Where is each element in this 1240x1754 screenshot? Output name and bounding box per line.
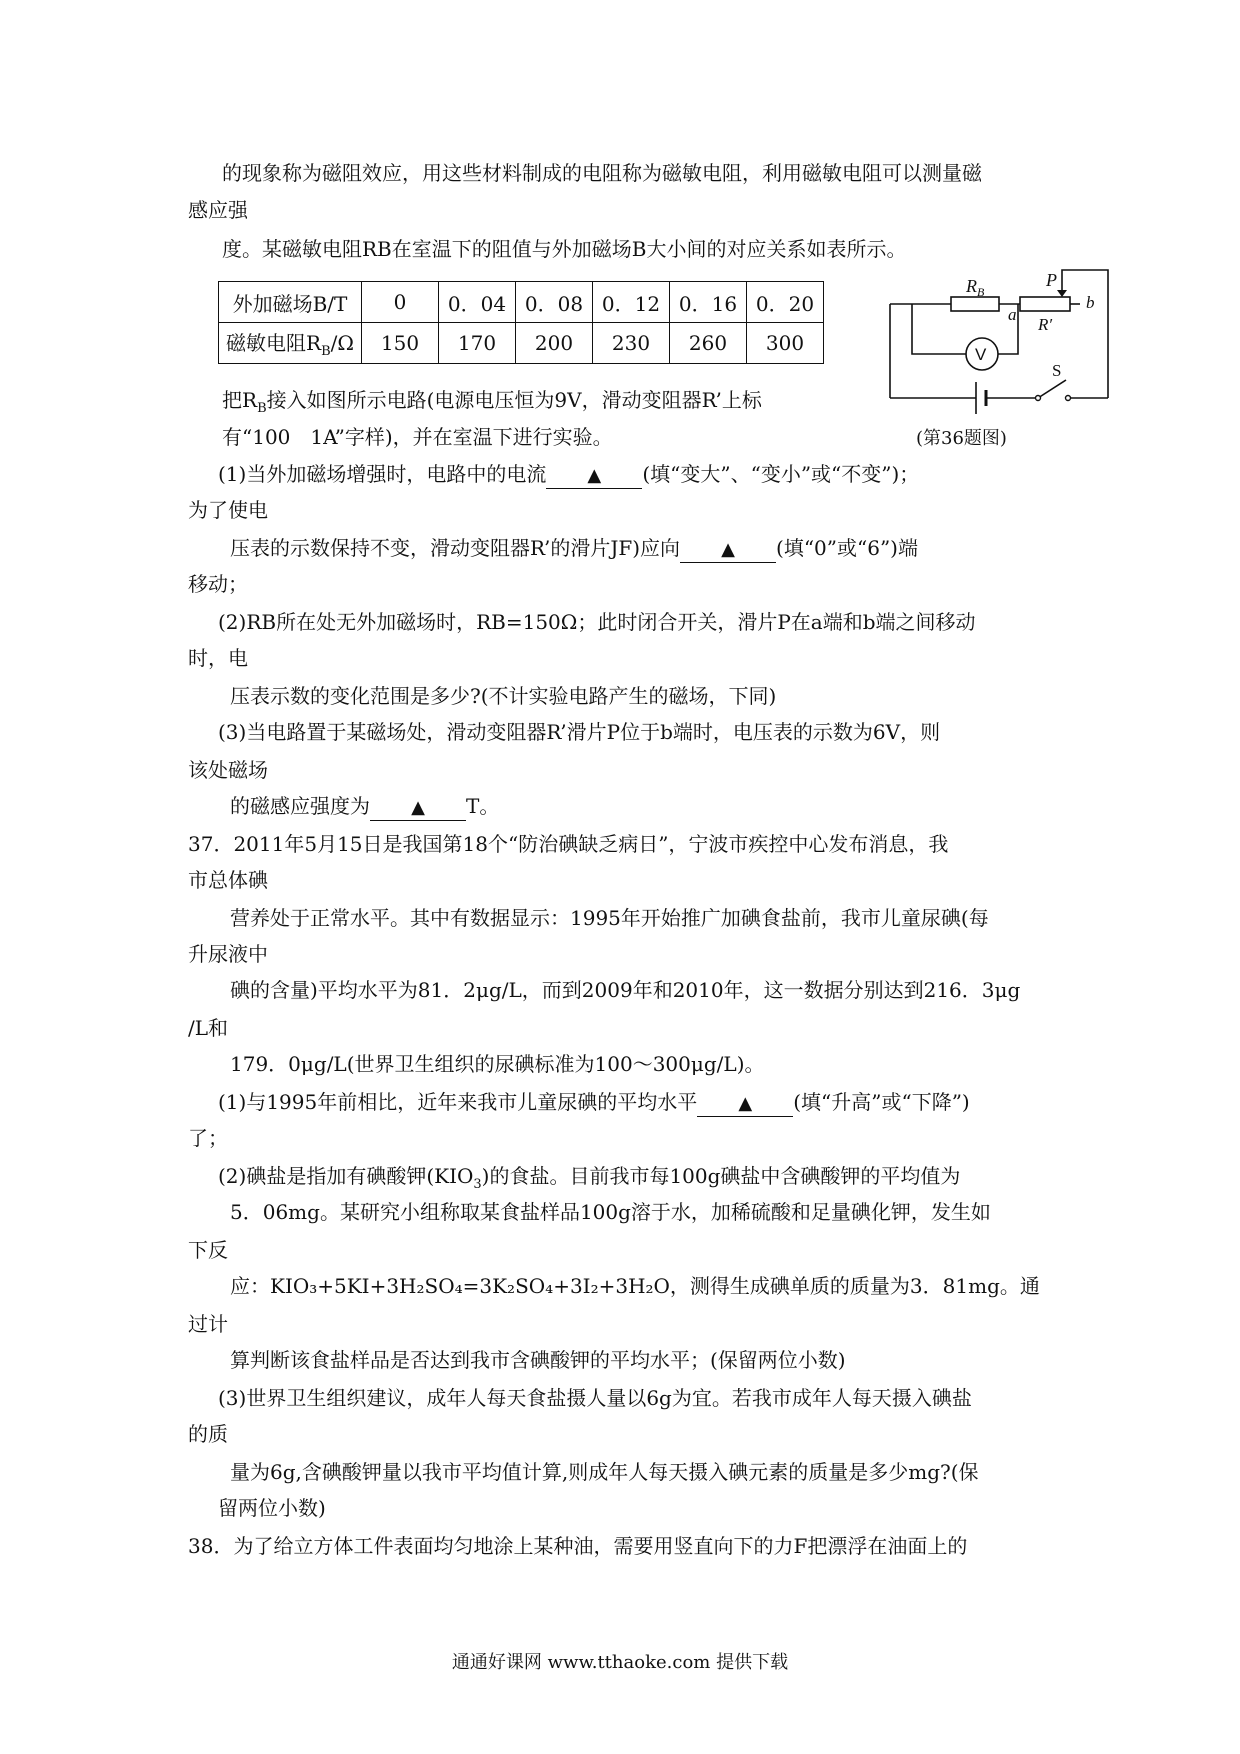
- answer-blank: ▲: [546, 464, 642, 489]
- table-cell: 0．20: [747, 282, 824, 323]
- q37-sub1-line-2: 了；: [188, 1126, 228, 1150]
- q36-text-1: 把$R_B$接入如图所示电路(电源电压恒为9V，滑动变阻器R’上标: [222, 388, 762, 416]
- s-label: S: [1052, 361, 1062, 380]
- table-cell: 0．12: [593, 282, 670, 323]
- answer-blank: ▲: [680, 538, 776, 563]
- q37-line-4: 升尿液中: [188, 942, 268, 966]
- q37-sub3-line-3: 量为6g,含碘酸钾量以我市平均值计算,则成年人每天摄入碘元素的质量是多少mg?(保: [230, 1460, 979, 1484]
- switch-icon: [1038, 380, 1066, 398]
- table-cell: 300: [747, 323, 824, 364]
- table-cell: 200: [516, 323, 593, 364]
- table-cell: 150: [362, 323, 439, 364]
- q36-sub2-line-1: (2)RB所在处无外加磁场时，RB=150Ω；此时闭合开关，滑片P在a端和b端之间移动: [218, 610, 976, 634]
- q37-sub3-line-1: (3)世界卫生组织建议，成年人每天食盐摄人量以6g为宜。若我市成年人每天摄入碘盐: [218, 1386, 972, 1410]
- q36-sub1-line-4: 移动；: [188, 572, 248, 596]
- page-footer: 通通好课网 www.tthaoke.com 提供下载: [451, 1652, 789, 1673]
- b-label: b: [1086, 293, 1095, 312]
- answer-blank: ▲: [697, 1092, 793, 1117]
- table-cell: 170: [439, 323, 516, 364]
- q37-line-7: 179．0μg/L(世界卫生组织的尿碘标准为100～300μg/L)。: [230, 1052, 765, 1076]
- q36-sub3-line-2: 该处磁场: [188, 758, 268, 782]
- table-cell: 0．04: [439, 282, 516, 323]
- q37-sub3-line-4: 留两位小数): [218, 1496, 326, 1520]
- intro-line-1: 的现象称为磁阻效应，用这些材料制成的电阻称为磁敏电阻，利用磁敏电阻可以测量磁: [222, 161, 982, 185]
- table-row: [219, 282, 824, 323]
- q36-sub2-line-3: 压表示数的变化范围是多少?(不计实验电路产生的磁场，下同): [230, 684, 777, 708]
- q38-line-1: 38．为了给立方体工件表面均匀地涂上某种油，需要用竖直向下的力F把漂浮在油面上的: [188, 1534, 968, 1558]
- circuit-diagram: [888, 262, 1118, 452]
- table-header-field: 外加磁场B/T: [219, 282, 362, 323]
- q37-line-6: /L和: [188, 1016, 229, 1040]
- rheostat: [1020, 297, 1070, 311]
- q37-line-1: 37．2011年5月15日是我国第18个“防治碘缺乏病日”，宁波市疾控中心发布消息，我: [188, 832, 949, 856]
- q37-sub2-line-3: 下反: [188, 1238, 228, 1262]
- a-label: a: [1008, 305, 1017, 324]
- table-cell: 260: [670, 323, 747, 364]
- q36-sub1-line-2: 为了使电: [188, 498, 268, 522]
- table-cell: 0: [362, 282, 439, 323]
- figure-caption: (第36题图): [916, 428, 1007, 449]
- q36-sub2-line-2: 时，电: [188, 646, 248, 670]
- q37-sub2-line-5: 过计: [188, 1312, 228, 1336]
- q37-line-5: 碘的含量)平均水平为81．2μg/L，而到2009年和2010年，这一数据分别达到216．3μg: [230, 978, 1021, 1002]
- answer-blank: ▲: [370, 796, 466, 821]
- q37-sub2-line-4: 应：KIO₃+5KI+3H₂SO₄=3K₂SO₄+3I₂+3H₂O，测得生成碘单质的质量为3．81mg。通: [230, 1274, 1040, 1298]
- rb-resistor: [951, 297, 999, 311]
- table-cell: 230: [593, 323, 670, 364]
- rb-label: $R_B$: [966, 276, 985, 299]
- table-row: [219, 323, 824, 364]
- q37-line-2: 市总体碘: [188, 868, 268, 892]
- table-header-resistance: 磁敏电阻$R_B/\Omega$: [219, 323, 362, 364]
- q37-sub2-line-6: 算判断该食盐样品是否达到我市含碘酸钾的平均水平；(保留两位小数): [230, 1348, 846, 1372]
- table-cell: 0．16: [670, 282, 747, 323]
- q37-line-3: 营养处于正常水平。其中有数据显示：1995年开始推广加碘食盐前，我市儿童尿碘(每: [230, 906, 989, 930]
- q36-sub1-line-3: 压表的示数保持不变，滑动变阻器R’的滑片JF)应向 ▲ (填“0”或“6”)端: [230, 534, 918, 563]
- intro-line-3: 度。某磁敏电阻RB在室温下的阻值与外加磁场B大小间的对应关系如表所示。: [222, 237, 907, 261]
- p-label: P: [1046, 270, 1057, 290]
- q37-sub1-line-1: (1)与1995年前相比，近年来我市儿童尿碘的平均水平 ▲ (填“升高”或“下降”): [218, 1088, 970, 1117]
- q36-sub3-line-3: 的磁感应强度为 ▲ T。: [230, 792, 499, 821]
- resistance-table: [218, 281, 824, 364]
- voltmeter-label: V: [975, 345, 987, 364]
- q36-text-2: 有“100 1A”字样)，并在室温下进行实验。: [222, 425, 613, 449]
- q36-sub1-line-1: (1)当外加磁场增强时，电路中的电流 ▲ (填“变大”、“变小”或“不变”)；: [218, 460, 919, 489]
- intro-line-2: 感应强: [188, 198, 248, 222]
- table-cell: 0．08: [516, 282, 593, 323]
- q36-sub3-line-1: (3)当电路置于某磁场处，滑动变阻器R’滑片P位于b端时，电压表的示数为6V，则: [218, 720, 941, 744]
- q37-sub2-line-2: 5．06mg。某研究小组称取某食盐样品100g溶于水，加稀硫酸和足量碘化钾，发生如: [230, 1200, 991, 1224]
- q37-sub2-line-1: (2)碘盐是指加有碘酸钾$(KIO_3)$的食盐。目前我市每100g碘盐中含碘酸钾的平均值为: [218, 1164, 961, 1192]
- r-prime-label: R′: [1038, 315, 1053, 334]
- q37-sub3-line-2: 的质: [188, 1422, 228, 1446]
